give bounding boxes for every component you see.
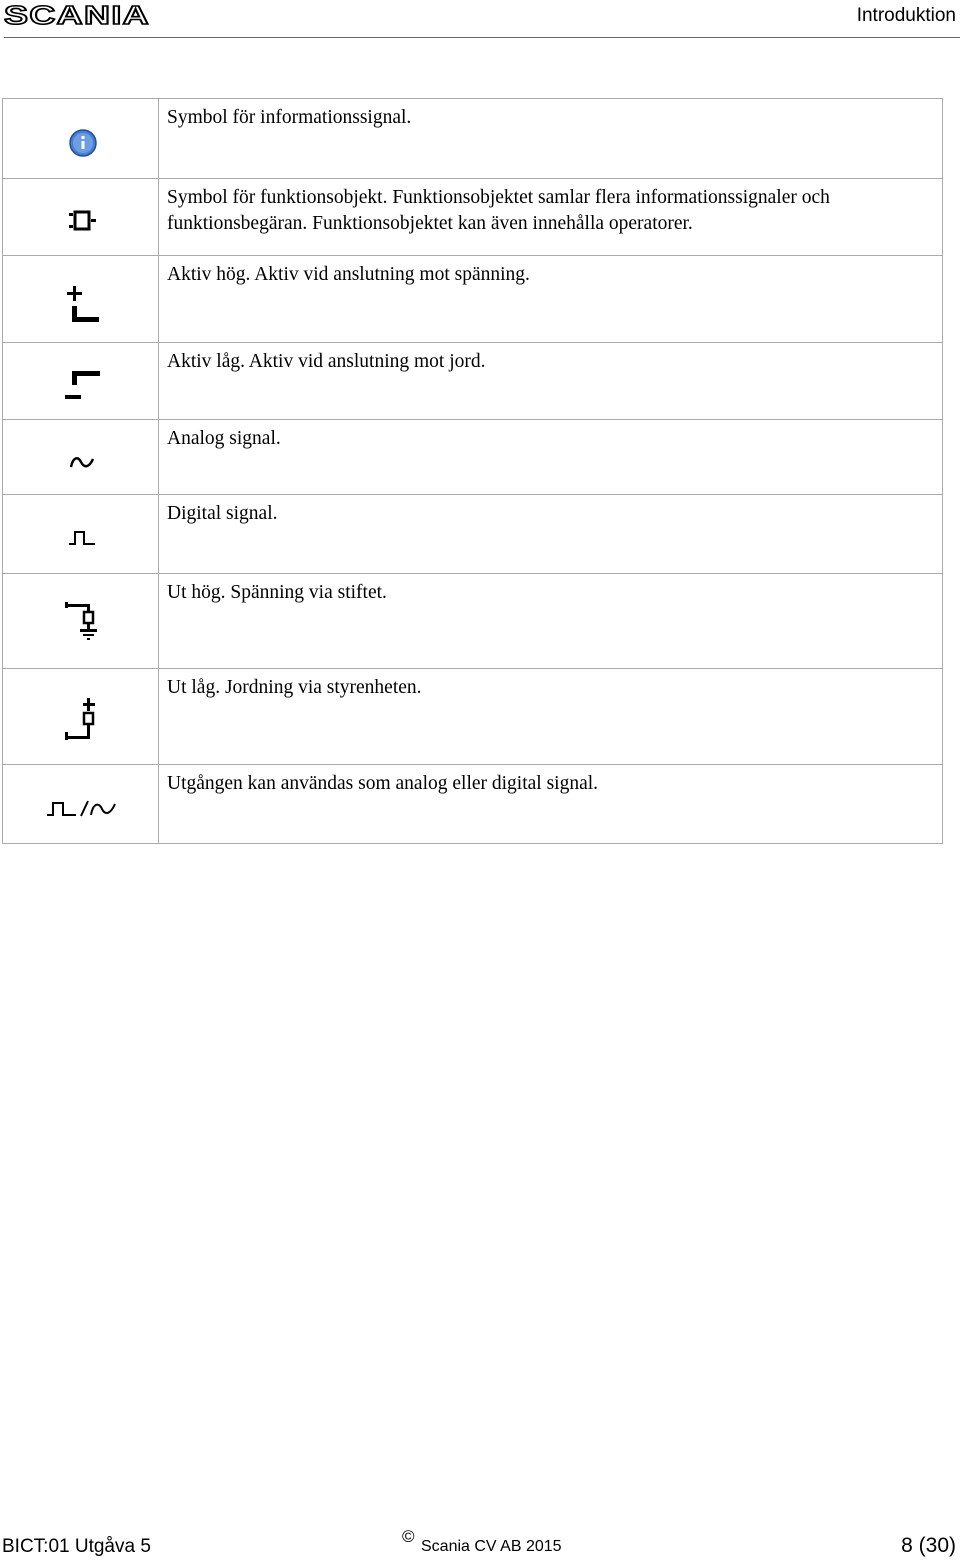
analog-signal-icon [3, 420, 158, 494]
info-icon [3, 100, 158, 178]
row-text: Ut låg. Jordning via styrenheten. [159, 669, 943, 765]
table-row [3, 574, 943, 669]
row-text: Utgången kan användas som analog eller digital signal. [159, 765, 943, 844]
copyright-symbol: © [402, 1527, 415, 1546]
row-text: Aktiv hög. Aktiv vid anslutning mot spänning. [159, 256, 943, 343]
digital-signal-icon [3, 495, 158, 573]
table-row [3, 179, 943, 256]
section-title: Introduktion [856, 5, 956, 26]
digital-analog-icon [3, 765, 158, 843]
svg-text:SCANIA: SCANIA [4, 2, 150, 28]
scania-logo [4, 2, 152, 28]
active-low-icon [3, 343, 158, 419]
table-row [3, 495, 943, 574]
table-row [3, 343, 943, 420]
row-text: Ut hög. Spänning via stiftet. [159, 574, 943, 669]
table-row [3, 669, 943, 765]
row-text: Symbol för informationssignal. [159, 99, 943, 179]
symbol-table [2, 98, 943, 844]
table-row [3, 765, 943, 844]
table-row [3, 420, 943, 495]
table-row [3, 256, 943, 343]
table-row [3, 99, 943, 179]
document-id: BICT:01 Utgåva 5 [2, 1536, 151, 1557]
function-object-icon [3, 179, 158, 255]
output-low-icon [3, 670, 158, 764]
page-number: 8 (30) [901, 1534, 956, 1557]
row-text: Aktiv låg. Aktiv vid anslutning mot jord. [159, 343, 943, 420]
active-high-icon [3, 256, 158, 342]
row-text: Symbol för funktionsobjekt. Funktionsobjektet samlar flera informationssignaler och funktionsbegäran. Funktionsobjektet kan även innehålla operatorer. [159, 179, 943, 256]
output-high-icon [3, 574, 158, 668]
row-text: Digital signal. [159, 495, 943, 574]
copyright-text: Scania CV AB 2015 [421, 1538, 562, 1555]
header-divider [4, 37, 960, 38]
row-text: Analog signal. [159, 420, 943, 495]
